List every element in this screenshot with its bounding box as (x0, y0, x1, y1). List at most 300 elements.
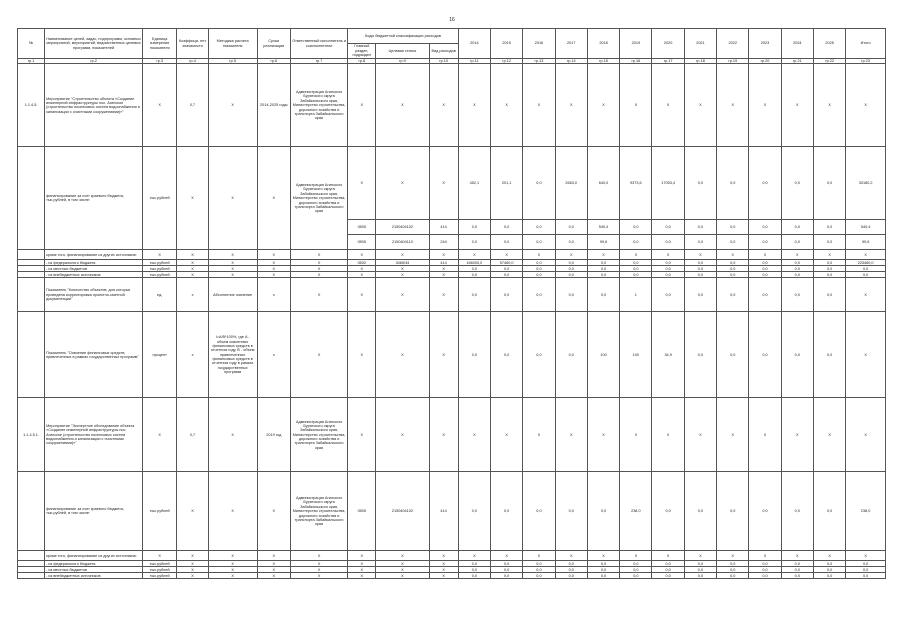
column-number-cell: гр.20 (749, 59, 781, 64)
term-cell: Х (257, 472, 290, 551)
year-value-cell: 0,0 (813, 235, 845, 250)
column-number-cell: гр.19 (717, 59, 749, 64)
year-value-cell: 0,0 (587, 266, 619, 272)
chief-cell: Х (348, 567, 376, 573)
chief-cell: 0505 (348, 235, 376, 250)
coef-cell: Х (177, 250, 208, 260)
year-value-cell: 0,0 (813, 312, 845, 398)
year-value-cell: 2663,0 (555, 147, 587, 220)
row-number-cell (18, 551, 45, 561)
coef-cell: х (177, 278, 208, 312)
year-value-cell: 0,0 (458, 472, 490, 551)
year-value-cell: 0,0 (717, 220, 749, 235)
year-value-cell: 0,0 (684, 272, 716, 278)
term-cell: х (257, 278, 290, 312)
year-value-cell: 0,0 (555, 472, 587, 551)
article-cell: Х (376, 551, 429, 561)
exp-cell: Х (429, 64, 458, 147)
year-value-cell: Х (458, 551, 490, 561)
article-cell: Х (376, 64, 429, 147)
term-cell: Х (257, 272, 290, 278)
year-value-cell: 640,0 (587, 147, 619, 220)
exp-cell: Х (429, 573, 458, 579)
year-value-cell: 0,0 (458, 573, 490, 579)
year-value-cell: Х (555, 398, 587, 472)
year-value-cell: 0,0 (813, 260, 845, 266)
article-cell: Х (376, 561, 429, 567)
responsible-cell: Х (290, 567, 347, 573)
chief-cell: Х (348, 398, 376, 472)
year-value-cell: Х (652, 64, 684, 147)
year-value-cell: Х (652, 551, 684, 561)
year-value-cell: 166000,0 (458, 260, 490, 266)
year-value-cell: Х (555, 551, 587, 561)
header-no: № (18, 29, 45, 59)
year-value-cell: 0,0 (491, 567, 523, 573)
year-value-cell: 0,0 (717, 272, 749, 278)
year-value-cell: 0,0 (491, 472, 523, 551)
column-number-cell: гр.8 (348, 59, 376, 64)
responsible-cell: Х (290, 260, 347, 266)
chief-cell: Х (348, 272, 376, 278)
column-number-cell: гр.21 (781, 59, 813, 64)
year-value-cell: Х (458, 250, 490, 260)
column-number-cell: гр.2 (45, 59, 143, 64)
term-cell: Х (257, 567, 290, 573)
year-value-cell: 0,0 (684, 266, 716, 272)
row-name-cell: - из внебюджетных источников (45, 272, 143, 278)
article-cell: Х (376, 147, 429, 220)
year-value-cell: 0,0 (523, 472, 555, 551)
column-number-cell: гр.13 (523, 59, 555, 64)
year-value-cell: 0,0 (781, 573, 813, 579)
year-value-cell: Х (652, 398, 684, 472)
term-cell: Х (257, 551, 290, 561)
method-cell: Х (208, 472, 257, 551)
year-value-cell: 0,0 (684, 147, 716, 220)
year-value-cell: 0,0 (620, 561, 652, 567)
total-cell: Х (846, 64, 886, 147)
year-value-cell: 0,0 (684, 260, 716, 266)
year-value-cell: 0,0 (749, 561, 781, 567)
method-cell: Х (208, 561, 257, 567)
total-cell: 238,0 (846, 472, 886, 551)
header-total: Итого (846, 29, 886, 59)
year-value-cell: 0,0 (523, 220, 555, 235)
method-cell: Х (208, 260, 257, 266)
exp-cell: Х (429, 272, 458, 278)
year-value-cell: 0,0 (684, 220, 716, 235)
method-cell: Х (208, 250, 257, 260)
year-value-cell: Х (749, 398, 781, 472)
exp-cell: 414 (429, 260, 458, 266)
column-number-cell: гр.5 (208, 59, 257, 64)
row-number-cell (18, 472, 45, 551)
term-cell: Х (257, 250, 290, 260)
year-value-cell: Х (620, 250, 652, 260)
method-cell: Х (208, 64, 257, 147)
year-value-cell: Х (587, 398, 619, 472)
year-value-cell: 0,0 (652, 561, 684, 567)
year-value-cell: 0,0 (781, 266, 813, 272)
year-value-cell: 0,0 (717, 573, 749, 579)
year-value-cell: 9373,6 (620, 147, 652, 220)
year-value-cell: 0,0 (652, 278, 684, 312)
header-year: 2022 (717, 29, 749, 59)
unit-cell: тыс.рублей (143, 567, 177, 573)
chief-cell: Х (348, 551, 376, 561)
coef-cell: Х (177, 551, 208, 561)
year-value-cell: Х (684, 398, 716, 472)
year-value-cell: 0,0 (749, 147, 781, 220)
year-value-cell: 0,0 (491, 266, 523, 272)
year-value-cell: Х (749, 64, 781, 147)
year-value-cell: 0,0 (813, 567, 845, 573)
year-value-cell: Х (587, 64, 619, 147)
year-value-cell: 0,0 (717, 147, 749, 220)
table-row-other-sources1 (18, 250, 886, 260)
term-cell: х (257, 312, 290, 398)
year-value-cell: 57460,0 (491, 260, 523, 266)
year-value-cell: 0,0 (652, 266, 684, 272)
year-value-cell: 0,0 (749, 235, 781, 250)
year-value-cell: 0,0 (620, 573, 652, 579)
year-value-cell: 100 (620, 312, 652, 398)
year-value-cell: 0,0 (555, 278, 587, 312)
year-value-cell: Х (555, 64, 587, 147)
year-value-cell: Х (587, 551, 619, 561)
year-value-cell: 0,0 (717, 260, 749, 266)
year-value-cell: 0,0 (781, 220, 813, 235)
unit-cell: ед. (143, 278, 177, 312)
row-name-cell: Показатель "Освоение финансовых средств, привлеченных в рамках государственных программ" (45, 312, 143, 398)
year-value-cell: 0,0 (781, 272, 813, 278)
row-number-cell: 1.1.4.5. (18, 64, 45, 147)
year-value-cell: Х (620, 398, 652, 472)
year-value-cell: Х (652, 250, 684, 260)
year-value-cell: 0,0 (684, 472, 716, 551)
year-value-cell: 0,0 (684, 573, 716, 579)
method-cell: Х (208, 551, 257, 561)
table-row-indicator2 (18, 312, 886, 398)
year-value-cell: 0,0 (491, 312, 523, 398)
year-value-cell: 0,0 (620, 272, 652, 278)
year-value-cell: Х (523, 551, 555, 561)
column-number-cell: гр.23 (846, 59, 886, 64)
article-cell: 2150404102 (376, 220, 429, 235)
year-value-cell: 0,0 (523, 312, 555, 398)
row-name-cell: финансирование за счет краевого бюджета, тыс.рублей, в том числе: (45, 147, 143, 250)
column-number-cell: гр.16 (620, 59, 652, 64)
table-row-extra2 (18, 573, 886, 579)
article-cell: 3465/34 (376, 260, 429, 266)
unit-cell: тыс.рублей (143, 260, 177, 266)
year-value-cell: 0,0 (587, 260, 619, 266)
article-cell: Х (376, 567, 429, 573)
year-value-cell: 0,0 (652, 472, 684, 551)
unit-cell: Х (143, 64, 177, 147)
article-cell: Х (376, 573, 429, 579)
responsible-cell: Х (290, 250, 347, 260)
page-number: 16 (449, 17, 455, 23)
year-value-cell: Х (749, 551, 781, 561)
year-value-cell: 0,0 (749, 312, 781, 398)
year-value-cell: 0,0 (749, 567, 781, 573)
coef-cell: Х (177, 147, 208, 250)
year-value-cell: Х (813, 398, 845, 472)
exp-cell: Х (429, 312, 458, 398)
exp-cell: Х (429, 567, 458, 573)
year-value-cell: Х (781, 398, 813, 472)
header-year: 2023 (749, 29, 781, 59)
year-value-cell: 0,0 (781, 260, 813, 266)
year-value-cell: Х (491, 250, 523, 260)
term-cell: Х (257, 266, 290, 272)
year-value-cell: 0,0 (523, 147, 555, 220)
year-value-cell: 0,0 (458, 272, 490, 278)
year-value-cell: Х (684, 250, 716, 260)
article-cell: Х (376, 266, 429, 272)
chief-cell: Х (348, 147, 376, 220)
coef-cell: Х (177, 272, 208, 278)
year-value-cell: Х (684, 551, 716, 561)
year-value-cell: 0,0 (717, 266, 749, 272)
year-value-cell: Х (491, 64, 523, 147)
row-number-cell (18, 278, 45, 312)
term-cell: Х (257, 561, 290, 567)
total-cell: Х (846, 312, 886, 398)
year-value-cell: 0,0 (781, 312, 813, 398)
unit-cell: тыс.рублей (143, 147, 177, 250)
chief-cell: Х (348, 64, 376, 147)
year-value-cell: 0,0 (458, 312, 490, 398)
year-value-cell: 238,0 (620, 472, 652, 551)
year-value-cell: 0,0 (523, 278, 555, 312)
exp-cell: 244 (429, 235, 458, 250)
year-value-cell: 0,0 (555, 272, 587, 278)
year-value-cell: 0,0 (813, 561, 845, 567)
year-value-cell: 0,0 (652, 220, 684, 235)
chief-cell: Х (348, 278, 376, 312)
column-number-cell: гр.6 (257, 59, 290, 64)
year-value-cell: 0,0 (652, 573, 684, 579)
header-year: 2020 (652, 29, 684, 59)
responsible-cell: Х (290, 551, 347, 561)
column-number-cell: гр.3 (143, 59, 177, 64)
table-row-activity2 (18, 398, 886, 472)
year-value-cell: 0,0 (555, 260, 587, 266)
year-value-cell: 0,0 (717, 472, 749, 551)
year-value-cell: Х (813, 250, 845, 260)
unit-cell: тыс.рублей (143, 573, 177, 579)
year-value-cell: 0,0 (620, 266, 652, 272)
article-cell: Х (376, 250, 429, 260)
header-unit: Единица измерения показателя (143, 29, 177, 59)
year-value-cell: 0,0 (813, 573, 845, 579)
header-target-article: Целевая статья (376, 44, 429, 59)
exp-cell: Х (429, 250, 458, 260)
header-method: Методика расчета показателя (208, 29, 257, 59)
year-value-cell: 99,6 (587, 235, 619, 250)
year-value-cell: 1 (620, 278, 652, 312)
year-value-cell: 17053,4 (652, 147, 684, 220)
responsible-cell: Х (290, 312, 347, 398)
unit-cell: тыс.рублей (143, 561, 177, 567)
year-value-cell: 0,0 (491, 235, 523, 250)
year-value-cell: 0,0 (587, 573, 619, 579)
year-value-cell: 0,0 (684, 278, 716, 312)
coef-cell: Х (177, 266, 208, 272)
unit-cell: Х (143, 551, 177, 561)
exp-cell: Х (429, 561, 458, 567)
year-value-cell: 0,0 (555, 235, 587, 250)
year-value-cell: Х (491, 551, 523, 561)
year-value-cell: Х (523, 398, 555, 472)
column-number-cell: гр.15 (587, 59, 619, 64)
method-cell: I=A/B*100%, где A - объем освоенных финансовых средств в отчетном году, B - объем привлеченных финансовых средств в отчетном году в рамках государственных программ (208, 312, 257, 398)
row-name-cell: - из местных бюджетов (45, 266, 143, 272)
year-value-cell: 0,0 (717, 278, 749, 312)
row-name-cell: - из федерального бюджета (45, 561, 143, 567)
header-year: 2018 (587, 29, 619, 59)
header-responsible: Ответственный исполнитель и соисполнители (290, 29, 347, 59)
row-number-cell (18, 147, 45, 250)
article-cell: Х (376, 398, 429, 472)
year-value-cell: 0,0 (749, 220, 781, 235)
year-value-cell: 0,0 (620, 235, 652, 250)
article-cell: Х (376, 272, 429, 278)
year-value-cell: 0,0 (781, 472, 813, 551)
year-value-cell: Х (523, 64, 555, 147)
year-value-cell: 0,0 (523, 573, 555, 579)
year-value-cell: 0,0 (749, 573, 781, 579)
year-value-cell: 0,0 (749, 472, 781, 551)
exp-cell: Х (429, 278, 458, 312)
total-cell: 223460,0 (846, 260, 886, 266)
responsible-cell: Х (290, 278, 347, 312)
method-cell: Абсолютное значение (208, 278, 257, 312)
column-number-cell: гр.7 (290, 59, 347, 64)
year-value-cell: 0,0 (684, 567, 716, 573)
year-value-cell: Х (813, 64, 845, 147)
year-value-cell: 0,0 (458, 567, 490, 573)
chief-cell: 0505 (348, 220, 376, 235)
column-number-cell: гр.9 (376, 59, 429, 64)
year-value-cell: 0,0 (458, 235, 490, 250)
header-year: 2015 (491, 29, 523, 59)
year-value-cell: 0,0 (458, 561, 490, 567)
total-cell: 0,0 (846, 272, 886, 278)
method-cell: Х (208, 398, 257, 472)
year-value-cell: Х (523, 250, 555, 260)
unit-cell: тыс.рублей (143, 272, 177, 278)
year-value-cell: 0,0 (587, 472, 619, 551)
row-number-cell (18, 573, 45, 579)
exp-cell: Х (429, 551, 458, 561)
responsible-cell: Х (290, 272, 347, 278)
term-cell: 2014-2025 годы (257, 64, 290, 147)
table-row-activity1 (18, 64, 886, 147)
header-term: Сроки реализации (257, 29, 290, 59)
responsible-cell: Администрация Агинского Бурятского округа Забайкальского края, Министерство строительства, дорожного хозяйства и транспорта Забайкальского края (290, 147, 347, 250)
year-value-cell: 0,0 (813, 220, 845, 235)
chief-cell: Х (348, 250, 376, 260)
coef-cell: 0,7 (177, 398, 208, 472)
term-cell: Х (257, 573, 290, 579)
year-value-cell: 0,0 (749, 260, 781, 266)
header-year: 2016 (523, 29, 555, 59)
year-value-cell: 0,0 (749, 278, 781, 312)
coef-cell: Х (177, 573, 208, 579)
column-number-cell: гр.14 (555, 59, 587, 64)
responsible-cell: Администрация Агинского Бурятского округа Забайкальского края, Министерство строительства, дорожного хозяйства и транспорта Забайкальского края (290, 398, 347, 472)
header-budget-codes: Коды бюджетной классификации расходов (348, 29, 458, 44)
chief-cell: 0505 (348, 472, 376, 551)
year-value-cell: Х (555, 250, 587, 260)
exp-cell: Х (429, 147, 458, 220)
year-value-cell: 100 (587, 312, 619, 398)
year-value-cell: 34,9 (652, 312, 684, 398)
article-cell: 2150404102 (376, 472, 429, 551)
year-value-cell: Х (620, 64, 652, 147)
year-value-cell: 0,0 (587, 561, 619, 567)
year-value-cell: 0,0 (555, 312, 587, 398)
year-value-cell: 0,0 (620, 220, 652, 235)
year-value-cell: 0,0 (813, 278, 845, 312)
year-value-cell: 0,0 (620, 567, 652, 573)
total-cell: Х (846, 250, 886, 260)
article-cell: Х (376, 278, 429, 312)
column-number-cell: гр.11 (458, 59, 490, 64)
year-value-cell: 0,0 (555, 266, 587, 272)
unit-cell: Х (143, 398, 177, 472)
method-cell: Х (208, 573, 257, 579)
year-value-cell: 0,0 (781, 147, 813, 220)
year-value-cell: 0,0 (458, 266, 490, 272)
header-exp-type: Вид расходов (429, 44, 458, 59)
year-value-cell: 201,1 (491, 147, 523, 220)
header-year: 2024 (781, 29, 813, 59)
year-value-cell: 0,0 (813, 147, 845, 220)
year-value-cell: 0,0 (781, 278, 813, 312)
year-value-cell: 0,0 (749, 272, 781, 278)
year-value-cell: Х (781, 551, 813, 561)
year-value-cell: 0,0 (652, 235, 684, 250)
chief-cell: 0502 (348, 260, 376, 266)
year-value-cell: 0,0 (555, 220, 587, 235)
year-value-cell: 0,0 (491, 573, 523, 579)
year-value-cell: 0,0 (781, 567, 813, 573)
year-value-cell: Х (458, 64, 490, 147)
coef-cell: Х (177, 472, 208, 551)
year-value-cell: 0,0 (458, 278, 490, 312)
year-value-cell: 452,1 (458, 147, 490, 220)
program-table (17, 28, 886, 579)
unit-cell: процент (143, 312, 177, 398)
row-name-cell: кроме того, финансирование из других источников: (45, 551, 143, 561)
header-chief: Главный раздел, подраздел (348, 44, 376, 59)
total-cell: Х (846, 551, 886, 561)
chief-cell: Х (348, 561, 376, 567)
responsible-cell: Х (290, 573, 347, 579)
row-number-cell: 1.1.4.5.1. (18, 398, 45, 472)
row-name-cell: - из внебюджетных источников (45, 573, 143, 579)
total-cell: 30180,2 (846, 147, 886, 220)
total-cell: 0,0 (846, 567, 886, 573)
year-value-cell: 0,0 (458, 220, 490, 235)
total-cell: 0,0 (846, 266, 886, 272)
exp-cell: Х (429, 266, 458, 272)
